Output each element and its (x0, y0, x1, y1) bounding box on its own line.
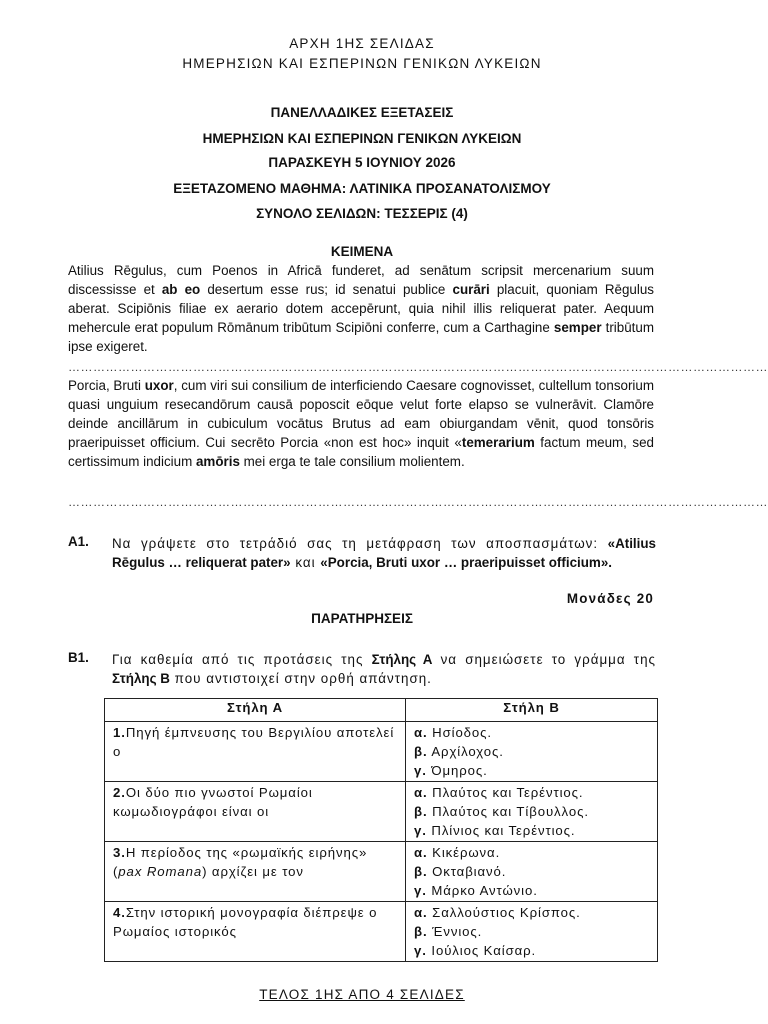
option: γ. Πλίνιος και Τερέντιος. (414, 823, 576, 838)
option: β. Αρχίλοχος. (414, 744, 504, 759)
options-cell (406, 782, 658, 842)
exam-page-count: ΣΥΝΟΛΟ ΣΕΛΙΔΩΝ: ΤΕΣΣΕΡΙΣ (4) (256, 206, 468, 221)
exam-subtitle: ΗΜΕΡΗΣΙΩΝ ΚΑΙ ΕΣΠΕΡΙΝΩΝ ΓΕΝΙΚΩΝ ΛΥΚΕΙΩΝ (202, 131, 522, 146)
statement-cell: 3.Η περίοδος της «ρωμαϊκής ειρήνης» (pax Romana) αρχίζει με τον (105, 842, 406, 902)
remarks-heading: ΠΑΡΑΤΗΡΗΣΕΙΣ (311, 611, 413, 626)
option: β. Οκταβιανό. (414, 864, 507, 879)
option: α. Κικέρωνα. (414, 845, 501, 860)
options-cell (406, 902, 658, 962)
options-cell (406, 842, 658, 902)
matching-table (104, 698, 658, 962)
texts-heading: ΚΕΙΜΕΝΑ (330, 244, 394, 259)
option: γ. Ιούλιος Καίσαρ. (414, 943, 537, 958)
table-row (105, 842, 658, 902)
question-a1-text: Να γράψετε στο τετράδιό σας τη μετάφραση των αποσπασμάτων: «Atilius Rēgulus … reliquerat pater» και «Porcia, Bruti uxor … praeripuisset officium». (112, 536, 656, 570)
table-row (105, 902, 658, 962)
option: α. Ησίοδος. (414, 725, 492, 740)
page-header-line2: ΗΜΕΡΗΣΙΩΝ ΚΑΙ ΕΣΠΕΡΙΝΩΝ ΓΕΝΙΚΩΝ ΛΥΚΕΙΩΝ (182, 56, 542, 71)
options-cell (406, 722, 658, 782)
table-row (105, 722, 658, 782)
separator-line: …………………………………………………………………………………………………………………………………………………… (68, 360, 768, 374)
keyword: temerarium (461, 435, 535, 450)
question-b1-text: Για καθεμία από τις προτάσεις της Στήλης Α να σημειώσετε το γράμμα της Στήλης Β που αντιστοιχεί στην ορθή απάντηση. (112, 652, 656, 686)
option: α. Πλαύτος και Τερέντιος. (414, 785, 584, 800)
question-a1-number: A1. (68, 534, 89, 549)
page-header-line1: ΑΡΧΗ 1ΗΣ ΣΕΛΙΔΑΣ (289, 36, 435, 51)
latin-text-2: Porcia, Bruti uxor, cum viri sui consilium de interficiendo Caesare cognovisset, cultellum tonsorium quasi unguium resecandōrum causā poposcit eōque velut forte elapso se vulnerāvit. Clamōre deinde ancillārum in cubiculum vocātus Brutus ad eam obiurgandam vēnit, quod tonsōris praeripuisset officium. Cui secrēto Porcia «non est hoc» inquit «temerarium factum meum, sed certissimum indicium amōris mei erga te tale consilium molientem. (68, 378, 654, 469)
statement-cell: 2.Οι δύο πιο γνωστοί Ρωμαίοι κωμωδιογράφοι είναι οι (105, 782, 406, 842)
keyword: amōris (195, 454, 240, 469)
table-row (105, 782, 658, 842)
column-a-header: Στήλη Α (105, 699, 406, 722)
question-b1-number: B1. (68, 650, 89, 665)
keyword: ab eo (161, 282, 201, 297)
option: γ. Όμηρος. (414, 763, 488, 778)
option: γ. Μάρκο Αντώνιο. (414, 883, 538, 898)
keyword: semper (553, 320, 602, 335)
statement-cell: 1.Πηγή έμπνευσης του Βεργιλίου αποτελεί ο (105, 722, 406, 782)
latin-text-1: Atilius Rēgulus, cum Poenos in Africā funderet, ad senātum scripsit mercenarium suum discessisse et ab eo desertum esse rus; id senatui publice curāri placuit, quoniam Rēgulus aberat. Scipiōnis filiae ex aerario dotem accepērunt, quia nihil illis reliquerat pater. Aequum mehercule erat populum Rōmānum tribūtum Scipiōni conferre, cum a Carthagine semper tribūtum ipse exigeret. (68, 263, 654, 354)
separator-line: …………………………………………………………………………………………………………………………………………………… (68, 495, 768, 509)
column-b-header: Στήλη Β (406, 699, 658, 722)
page-footer: ΤΕΛΟΣ 1ΗΣ ΑΠΟ 4 ΣΕΛΙΔΕΣ (259, 987, 465, 1002)
option: β. Έννιος. (414, 924, 483, 939)
option: β. Πλαύτος και Τίβουλλος. (414, 804, 589, 819)
keyword: curāri (452, 282, 490, 297)
keyword: uxor (144, 378, 174, 393)
exam-date: ΠΑΡΑΣΚΕΥΗ 5 ΙΟΥΝΙΟΥ 2026 (268, 155, 456, 170)
exam-title: ΠΑΝΕΛΛΑΔΙΚΕΣ ΕΞΕΤΑΣΕΙΣ (270, 105, 454, 120)
statement-cell: 4.Στην ιστορική μονογραφία διέπρεψε ο Ρωμαίος ιστορικός (105, 902, 406, 962)
option: α. Σαλλούστιος Κρίσπος. (414, 905, 581, 920)
question-a1-marks: Μονάδες 20 (566, 591, 654, 606)
exam-subject: ΕΞΕΤΑΖΟΜΕΝΟ ΜΑΘΗΜΑ: ΛΑΤΙΝΙΚΑ ΠΡΟΣΑΝΑΤΟΛΙΣΜΟΥ (173, 181, 551, 196)
